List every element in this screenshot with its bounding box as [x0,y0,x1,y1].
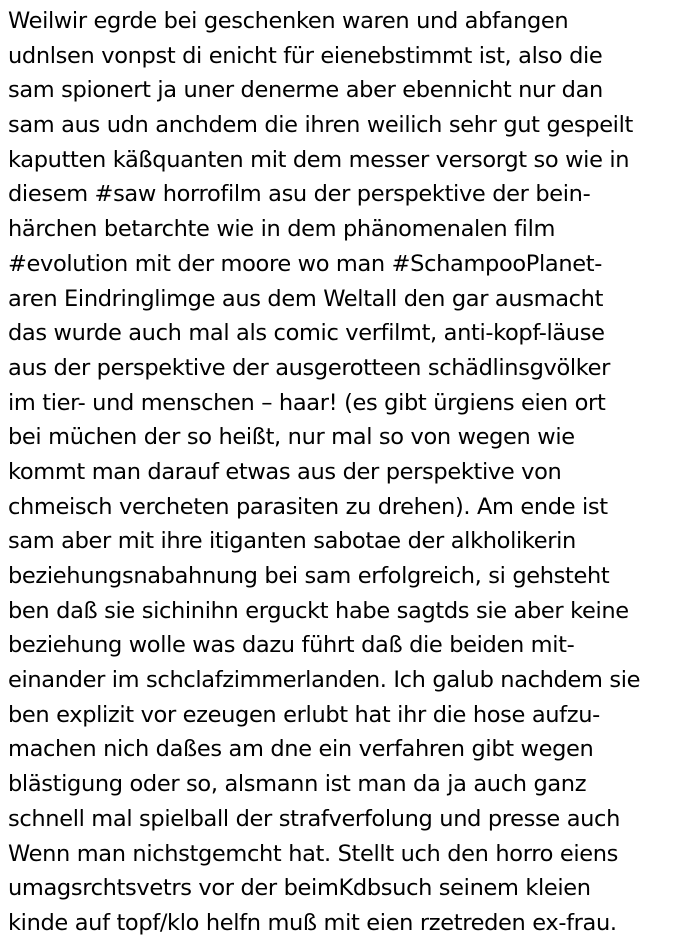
text-line: sam aus udn anchdem die ihren weilich sehr gut gespeilt [8,112,633,139]
text-line: schnell mal spielball der strafverfolung und presse auch [8,805,620,832]
text-line: beziehung wolle was dazu führt daß die beiden mit- [8,632,575,659]
text-line: udnlsen vonpst di enicht für eienebstimmt ist, also die [8,42,603,69]
text-line: umagsrchtsvetrs vor der beimKdbsuch seinem kleien [8,875,591,902]
text-line: beziehungsnabahnung bei sam erfolgreich, si gehsteht [8,563,610,589]
text-line: machen nich daßes am dne ein verfahren gibt wegen [8,736,594,763]
text-line: aus der perspektive der ausgerotteen schädlinsgvölker [8,354,611,381]
text-line: blästigung oder so, alsmann ist man da ja auch ganz [8,771,587,798]
body-text [8,4,684,941]
text-line: diesem #saw horrofilm asu der perspektive der bein- [8,181,591,208]
text-line: kaputten käßquanten mit dem messer versorgt so wie in [8,146,630,173]
text-line: chmeisch vercheten parasiten zu drehen). Am ende ist [8,493,608,520]
text-line: härchen betarchte wie in dem phänomenalen film [8,216,556,243]
text-line: Wenn man nichstgemcht hat. Stellt uch den horro eiens [8,840,619,867]
text-line: einander im schclafzimmerlanden. Ich galub nachdem sie [8,667,641,694]
text-line: ben explizit vor ezeugen erlubt hat ihr die hose aufzu- [8,701,600,728]
text-line: kommt man darauf etwas aus der perspektive von [8,458,562,485]
text-line: bei müchen der so heißt, nur mal so von wegen wie [8,424,575,451]
text-line: aren Eindringlimge aus dem Weltall den gar ausmacht [8,285,604,312]
text-line: kinde auf topf/klo helfn muß mit eien rzetreden ex-frau. [8,909,617,936]
text-line: #evolution mit der moore wo man #SchampooPlanet- [8,250,602,277]
text-line: ben daß sie sichinihn erguckt habe sagtds sie aber keine [8,597,629,624]
text-line: im tier- und menschen – haar! (es gibt ürgiens eien ort [8,389,606,416]
text-line: sam aber mit ihre itiganten sabotae der alkholikerin [8,528,576,555]
text-line: sam spionert ja uner denerme aber ebennicht nur dan [8,77,603,104]
text-line: das wurde auch mal als comic verfilmt, anti-kopf-läuse [8,320,605,347]
text-line: Weilwir egrde bei geschenken waren und abfangen [8,8,569,34]
